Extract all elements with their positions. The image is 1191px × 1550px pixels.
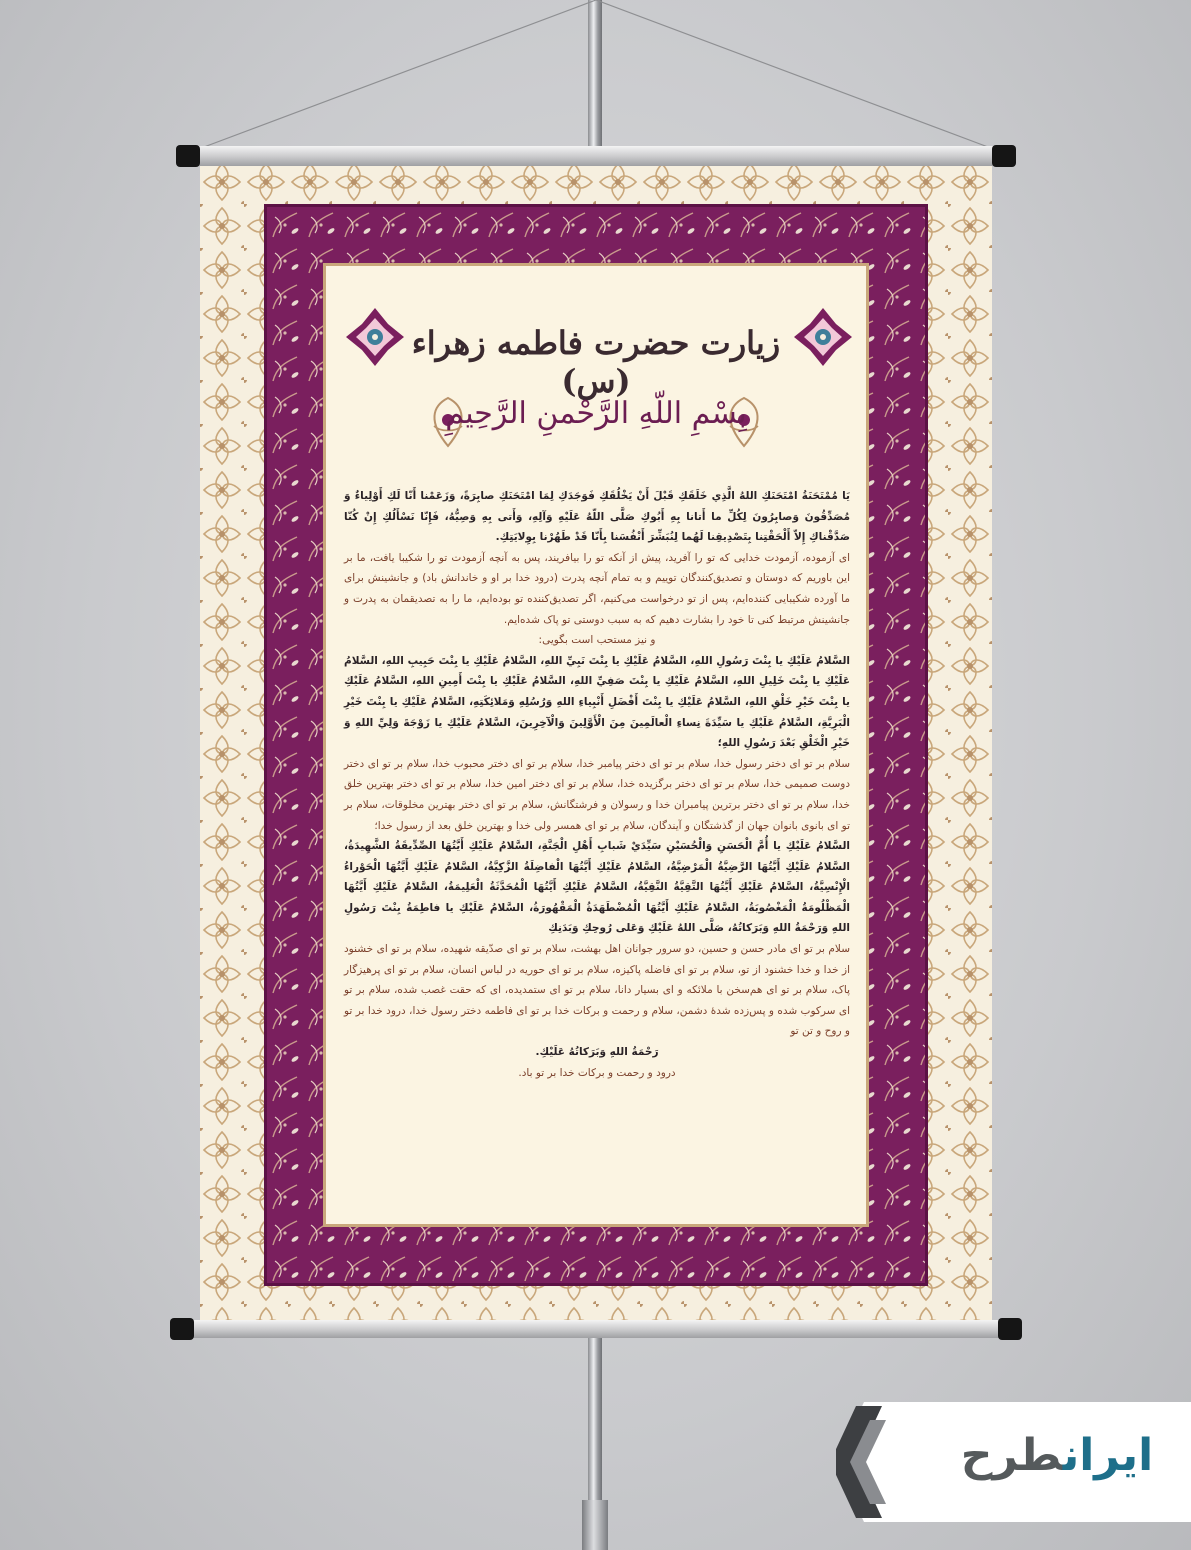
paragraph-persian-closing: درود و رحمت و برکات خدا بر تو باد. xyxy=(518,1066,676,1079)
stand-pole-base xyxy=(582,1500,608,1550)
brand-logo-part-b: طرح xyxy=(960,1430,1063,1481)
top-left-rod-cap xyxy=(176,145,200,167)
brand-logo xyxy=(952,1430,1162,1481)
paragraph-persian-note: و نیز مستحب است بگویی: xyxy=(538,634,656,647)
bottom-right-rod-cap xyxy=(998,1318,1022,1340)
top-right-rod-cap xyxy=(992,145,1016,167)
paragraph-persian: سلام بر تو ای مادر حسن و حسین، دو سرور جوانان اهل بهشت، سلام بر تو ای صدّیقه شهیده، سلام بر تو ای خشنود از خدا و خدا خشنود از تو، سلام بر تو ای فاضله پاکیزه، سلام بر تو ای حوریه در لباس انسان، سلام بر تو ای پرهیزگار پاک، سلام بر تو ای هم‌سخن با ملائکه و ای بسیار دانا، سلام بر تو ای ستمدیده، ای که حقت غصب شده، سلام بر تو ای سرکوب شده و پس‌زده شدهٔ دشمن، سلام و رحمت و برکات خدا بر تو ای فاطمه دختر رسول خدا، درود خدا بر تو و روح و تن تو xyxy=(344,943,850,1038)
text-panel xyxy=(323,263,869,1227)
bottom-left-rod-cap xyxy=(170,1318,194,1340)
page-title: زیارت حضرت فاطمه زهراء (س) xyxy=(411,324,781,400)
paragraph-arabic: السَّلامُ عَلَيْكِ يا أُمَّ الْحَسَنِ وَالْحُسَيْنِ سَيِّدَيْ شَبابِ أَهْلِ الْجَنَّةِ، السَّلامُ عَلَيْكِ أَيَّتُهَا الصِّدِّيقَةُ الشَّهِيدَةُ، السَّلامُ عَلَيْكِ أَيَّتُهَا الرَّضِيَّةُ الْمَرْضِيَّةُ، السَّلامُ عَلَيْكِ أَيَّتُهَا الْفاضِلَةُ الزَّكِيَّةُ، السَّلامُ عَلَيْكِ أَيَّتُهَا الْحَوْراءُ الْإِنْسِيَّةُ، السَّلامُ عَلَيْكِ أَيَّتُهَا التَّقِيَّةُ النَّقِيَّةُ، السَّلامُ عَلَيْكِ أَيَّتُهَا الْمُحَدَّثَةُ الْعَلِيمَةُ، السَّلامُ عَلَيْكِ أَيَّتُهَا الْمَظْلُومَةُ الْمَغْصُوبَةُ، السَّلامُ عَلَيْكِ أَيَّتُهَا الْمُضْطَهَدَةُ الْمَقْهُورَةُ، السَّلامُ عَلَيْكِ يا فاطِمَةُ بِنْتَ رَسُولِ اللهِ وَرَحْمَةُ اللهِ وَبَرَكاتُهُ، صَلَّى اللهُ عَلَيْكِ وَعَلى رُوحِكِ وَبَدَنِكِ xyxy=(344,840,850,935)
right-rosette-icon xyxy=(792,306,854,368)
ziyarat-text xyxy=(344,486,850,1083)
basmala: بِسْمِ اللّهِ الرَّحْمنِ الرَّحِيمِ xyxy=(445,396,747,431)
paragraph-arabic: السَّلامُ عَلَيْكِ يا بِنْتَ رَسُولِ اللهِ، السَّلامُ عَلَيْكِ يا بِنْتَ نَبِيِّ اللهِ، السَّلامُ عَلَيْكِ يا بِنْتَ حَبِيبِ اللهِ، السَّلامُ عَلَيْكِ يا بِنْتَ خَلِيلِ اللهِ، السَّلامُ عَلَيْكِ يا بِنْتَ صَفِيِّ اللهِ، السَّلامُ عَلَيْكِ يا بِنْتَ أَمِينِ اللهِ، السَّلامُ عَلَيْكِ يا بِنْتَ خَيْرِ خَلْقِ اللهِ، السَّلامُ عَلَيْكِ يا بِنْتَ أَفْضَلِ أَنْبِياءِ اللهِ وَرُسُلِهِ وَمَلائِكَتِهِ، السَّلامُ عَلَيْكِ يا بِنْتَ خَيْرِ الْبَرِيَّةِ، السَّلامُ عَلَيْكِ يا سَيِّدَةَ نِساءِ الْعالَمِينَ مِنَ الْأَوَّلِينَ وَالْآخِرِينَ، السَّلامُ عَلَيْكِ يا زَوْجَةَ وَلِيِّ اللهِ وَ خَيْرِ الْخَلْقِ بَعْدَ رَسُولِ اللهِ؛ xyxy=(344,654,850,750)
purple-frame xyxy=(264,204,928,1286)
left-rosette-icon xyxy=(344,306,406,368)
paragraph-arabic-closing: رَحْمَةُ اللهِ وَبَرَكاتُهُ عَلَيْكِ. xyxy=(535,1046,659,1059)
top-hanging-rod xyxy=(186,146,1008,166)
bottom-hanging-rod xyxy=(186,1320,1008,1338)
paragraph-arabic: يَا مُمْتَحَنَةُ امْتَحَنَكِ اللهُ الَّذِي خَلَقَكِ قَبْلَ أَنْ يَخْلُقَكِ فَوَجَدَكِ لِمَا امْتَحَنَكِ صابِرَةً، وَزَعَمْنا أَنّا لَكِ أَوْلِياءٌ وَ مُصَدِّقُونَ وَصابِرُونَ لِكُلِّ ما أَتانا بِهِ أَبُوكِ صَلَّى اللّهُ عَلَيْهِ وَآلِهِ، وَأَتى بِهِ وَصِيُّهُ، فَإِنّا نَسْأَلُكِ إِنْ كُنّا صَدَّقْناكِ إِلاّ أَلْحَقْتِنا بِتَصْدِيقِنا لَهُما لِنُبَشِّرَ أَنْفُسَنا بِأَنّا قَدْ طَهُرْنا بِوِلايَتِكِ. xyxy=(344,490,850,544)
paragraph-persian: سلام بر تو ای دختر رسول خدا، سلام بر تو ای دختر پیامبر خدا، سلام بر تو ای دختر محبوب خدا، سلام بر تو ای دختر دوست صمیمی خدا، سلام بر تو ای دختر برگزیده خدا، سلام بر تو ای دختر امین خدا، سلام بر تو ای دختر بهترین خلق خدا، سلام بر تو ای دختر برترین پیامبران خدا و رسولان و فرشتگانش، سلام بر تو ای دختر بهترین مخلوقات، سلام بر تو ای بانوی بانوان جهان از گذشتگان و آیندگان، سلام بر تو ای همسر ولی خدا و بهترین خلق بعد از رسول خدا؛ xyxy=(344,757,850,832)
banner xyxy=(200,160,992,1332)
paragraph-persian: ای آزموده، آزمودت خدایی که تو را آفرید، پیش از آنکه تو را بیافریند، پس به آنچه آزمودت تو را شکیبا یافت، ما بر این باوریم که دوستان و تصدیق‌کنندگان توییم و به تمام آنچه پدرت (درود خدا بر او و خاندانش باد) و جانشینش برای ما آورده شکیبایی کننده‌ایم، پس از تو درخواست می‌کنیم، اگر تصدیق‌کننده تو بوده‌ایم، ما را به تصدیقمان به پدرت و جانشینش مرتبط کنی تا خود را بشارت دهیم که به سبب دوستی تو پاک شده‌ایم. xyxy=(344,551,850,626)
brand-logo-part-a: ایران xyxy=(1062,1430,1154,1481)
